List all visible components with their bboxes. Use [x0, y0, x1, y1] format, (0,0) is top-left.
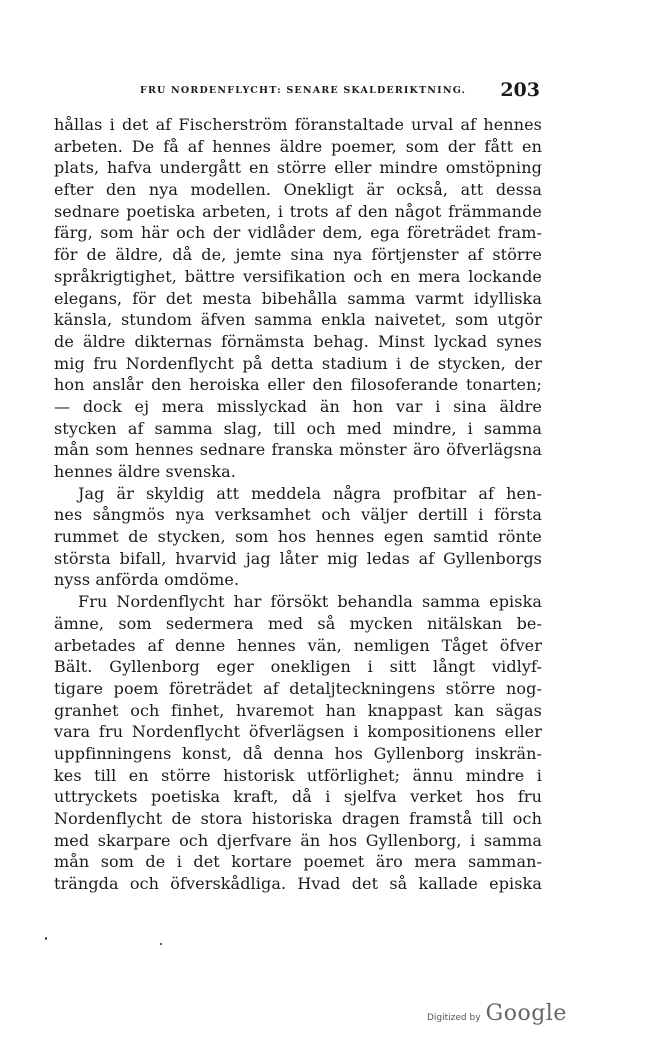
text-line: hon anslår den heroiska eller den filosoferande tonarten; — [54, 375, 542, 395]
digitized-prefix: Digitized by — [427, 1013, 481, 1023]
text-line: trängda och öfverskådliga. Hvad det så kallade episka — [54, 874, 542, 894]
paragraph-end-line: hennes äldre svenska. — [54, 462, 236, 481]
text-line: hållas i det af Fischerström föranstaltade urval af hennes — [54, 115, 542, 134]
text-line: arbeten. De få af hennes äldre poemer, som der fått en — [54, 136, 542, 156]
paragraph-start-line: Jag är skyldig att meddela några profbitar af hen- — [78, 483, 542, 503]
paragraph-end-line: nyss anförda omdöme. — [54, 570, 240, 590]
page-number: 203 — [500, 79, 540, 101]
text-line: Nordenflycht de stora historiska dragen framstå till och — [54, 809, 542, 828]
google-logo: Google — [485, 1001, 567, 1026]
text-line: mån som de i det kortare poemet äro mera samman- — [54, 852, 542, 872]
text-line: sednare poetiska arbeten, i trots af den något främmande — [54, 201, 542, 221]
text-line: mig fru Nordenflycht på detta stadium i de stycken, der — [54, 353, 542, 373]
text-line: uppfinningens konst, då denna hos Gyllenborg inskrän- — [54, 743, 542, 763]
paragraph-start-line: Fru Nordenflycht har försökt behandla samma episka — [78, 592, 542, 612]
text-line: elegans, för det mesta bibehålla samma varmt idylliska — [54, 288, 542, 308]
text-line: rummet de stycken, som hos hennes egen samtid rönte — [54, 527, 542, 547]
text-line: känsla, stundom äfven samma enkla naivetet, som utgör — [54, 310, 542, 330]
text-line: med skarpare och djerfvare än hos Gyllenborg, i samma — [54, 830, 542, 850]
text-line: Bält. Gyllenborg eger onekligen i sitt långt vidlyf- — [54, 657, 542, 677]
text-line: språkrigtighet, bättre versifikation och en mera lockande — [54, 266, 542, 286]
text-line: plats, hafva undergått en större eller mindre omstöpning — [54, 158, 542, 178]
body-text — [54, 114, 542, 895]
text-line: kes till en större historisk utförlighet; ännu mindre i — [54, 765, 542, 785]
text-line: ämne, som sedermera med så mycken nitälskan be- — [54, 613, 542, 633]
text-line: uttryckets poetiska kraft, då i sjelfva verket hos fru — [54, 787, 542, 807]
scan-speck — [45, 937, 47, 940]
text-line: vara fru Nordenflycht öfverlägsen i kompositionens eller — [54, 722, 542, 742]
running-head: FRU NORDENFLYCHT: SENARE SKALDERIKTNING. — [140, 85, 467, 96]
text-line: granhet och finhet, hvaremot han knappast kan sägas — [54, 700, 542, 720]
text-line: mån som hennes sednare franska mönster äro öfverlägsna — [54, 440, 542, 460]
text-line: för de äldre, då de, jemte sina nya förtjenster af större — [54, 245, 542, 265]
page-header — [100, 79, 540, 103]
digitized-by-watermark — [427, 1001, 567, 1026]
text-line: färg, som här och der vidlåder dem, ega företrädet fram- — [54, 223, 542, 243]
text-line: — dock ej mera misslyckad än hon var i sina äldre — [54, 396, 542, 416]
text-line: efter den nya modellen. Onekligt är också, att dessa — [54, 180, 542, 200]
text-line: tigare poem företrädet af detaljteckningens större nog- — [54, 678, 542, 698]
text-line: arbetades af denne hennes vän, nemligen Tåget öfver — [54, 635, 542, 655]
text-line: största bifall, hvarvid jag låter mig ledas af Gyllenborgs — [54, 548, 542, 568]
text-line: de äldre dikternas förnämsta behag. Minst lyckad synes — [54, 331, 542, 351]
text-line: nes sångmös nya verksamhet och väljer dertill i första — [54, 505, 542, 525]
text-line: stycken af samma slag, till och med mindre, i samma — [54, 418, 542, 438]
scan-speck — [160, 943, 162, 945]
